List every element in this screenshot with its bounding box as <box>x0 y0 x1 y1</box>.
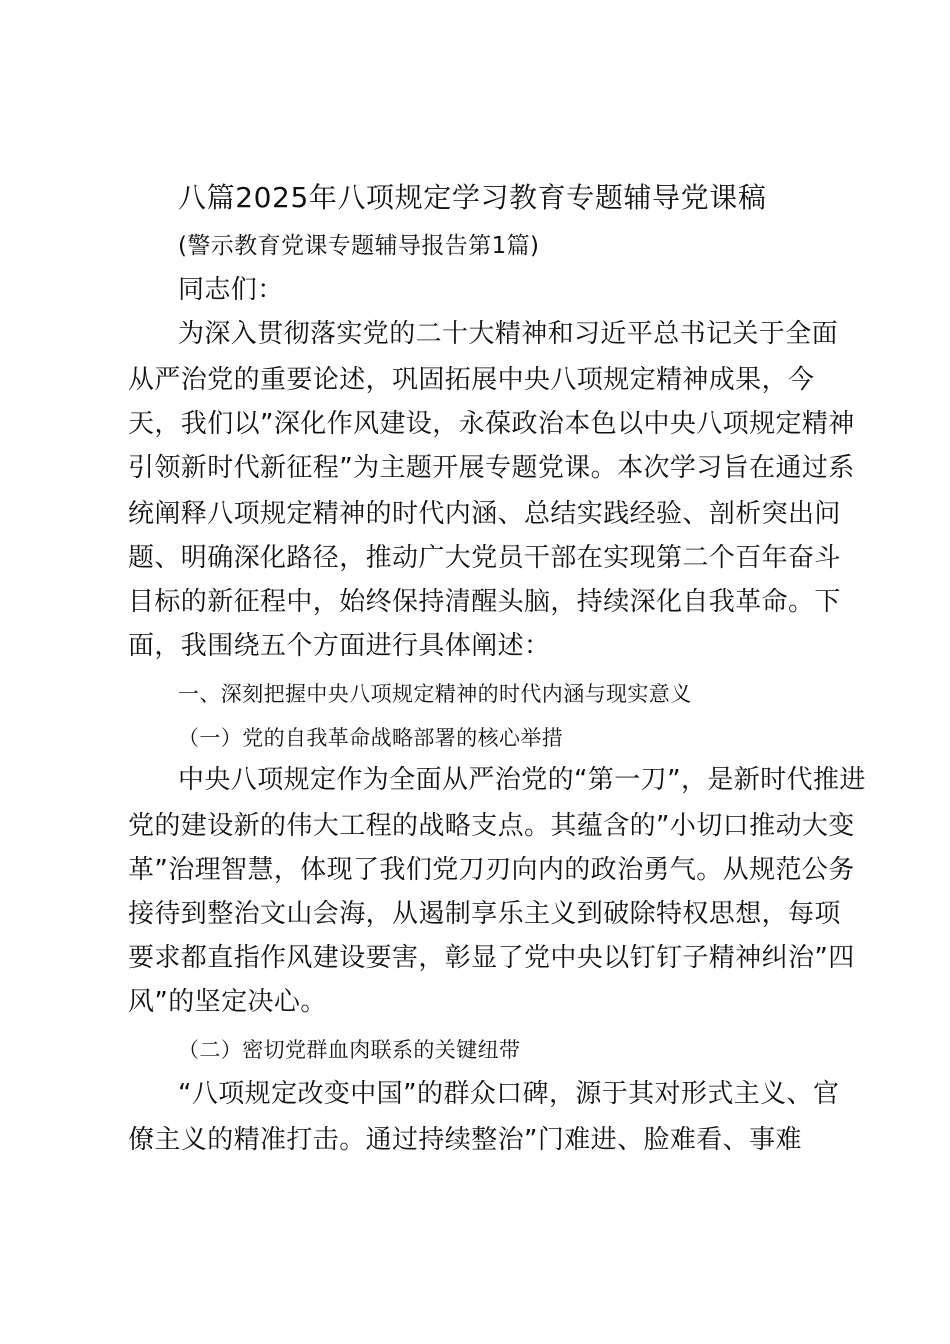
subsection-1-heading: （一）党的自我革命战略部署的核心举措 <box>178 726 564 750</box>
paragraph-3-line: “八项规定改变中国”的群众口碑，源于其对形式主义、官 <box>178 1079 840 1109</box>
paragraph-2-line: 中央八项规定作为全面从严治党的“第一刀”，是新时代推进 <box>178 765 866 795</box>
paragraph-1-line: 引领新时代新征程”为主题开展专题党课。本次学习旨在通过系 <box>128 453 855 483</box>
section-1-heading: 一、深刻把握中央八项规定精神的时代内涵与现实意义 <box>178 682 692 706</box>
paragraph-2-line: 党的建设新的伟大工程的战略支点。其蕴含的”小切口推动大变 <box>128 811 855 841</box>
paragraph-1-line: 题、明确深化路径，推动广大党员干部在实现第二个百年奋斗 <box>128 543 841 573</box>
paragraph-2-line: 风”的坚定决心。 <box>128 987 327 1017</box>
paragraph-1-line: 为深入贯彻落实党的二十大精神和习近平总书记关于全面 <box>178 319 839 349</box>
document-subtitle: (警示教育党课专题辅导报告第1篇) <box>178 233 540 259</box>
paragraph-1-line: 面，我围绕五个方面进行具体阐述： <box>128 631 551 661</box>
paragraph-1-line: 统阐释八项规定精神的时代内涵、总结实践经验、剖析突出问 <box>128 499 841 529</box>
paragraph-1-line: 从严治党的重要论述，巩固拓展中央八项规定精神成果，今 <box>128 365 815 395</box>
paragraph-2-line: 革”治理智慧，体现了我们党刀刃向内的政治勇气。从规范公务 <box>128 855 855 885</box>
greeting: 同志们： <box>178 275 284 305</box>
paragraph-2-line: 接待到整治文山会海，从遏制享乐主义到破除特权思想，每项 <box>128 899 841 929</box>
paragraph-2-line: 要求都直指作风建设要害，彰显了党中央以钉钉子精神纠治”四 <box>128 943 855 973</box>
paragraph-1-line: 天，我们以”深化作风建设，永葆政治本色以中央八项规定精神 <box>128 409 855 439</box>
paragraph-3-line: 僚主义的精准打击。通过持续整治”门难进、脸难看、事难 <box>128 1125 802 1155</box>
document-title: 八篇2025年八项规定学习教育专题辅导党课稿 <box>178 181 767 214</box>
paragraph-1-line: 目标的新征程中，始终保持清醒头脑，持续深化自我革命。下 <box>128 587 841 617</box>
subsection-2-heading: （二）密切党群血肉联系的关键纽带 <box>178 1038 521 1062</box>
